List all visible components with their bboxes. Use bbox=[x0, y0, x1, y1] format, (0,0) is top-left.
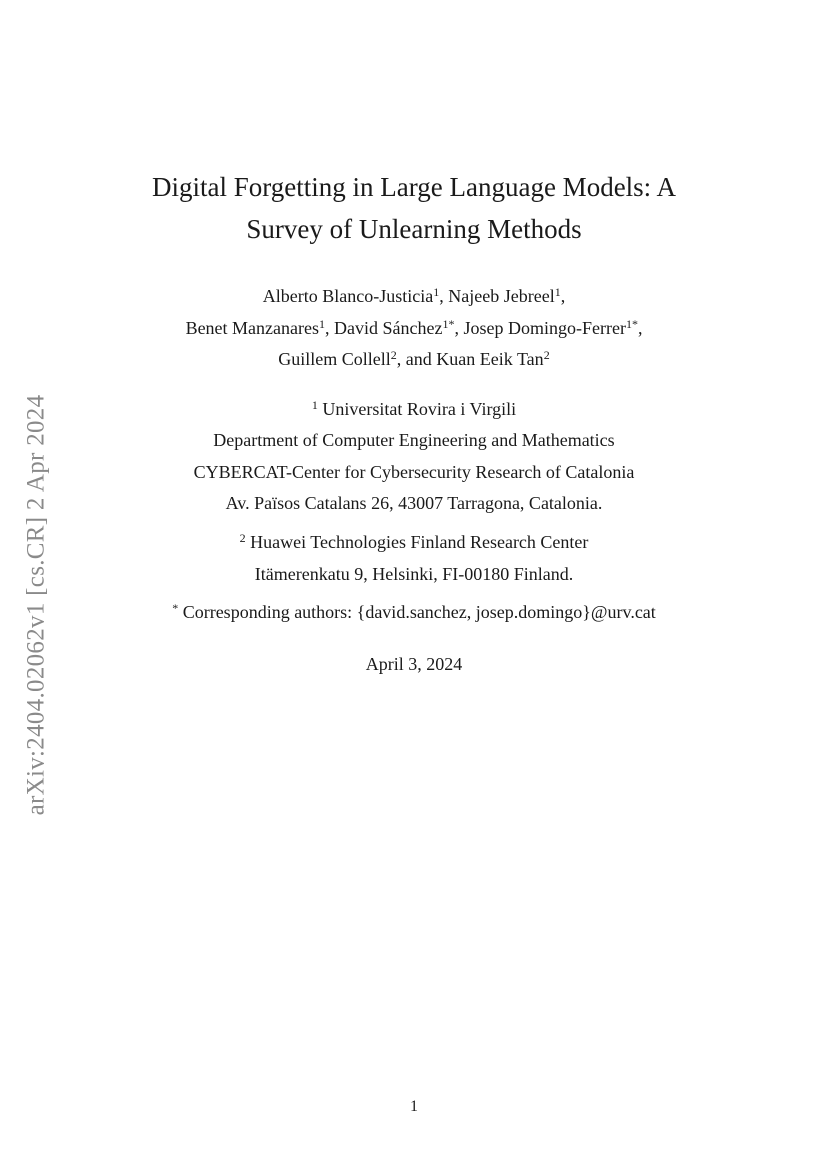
affiliation-1-address: Av. Països Catalans 26, 43007 Tarragona, Catalonia. bbox=[225, 493, 603, 513]
author-name: Josep Domingo-Ferrer bbox=[463, 318, 626, 338]
affiliation-institution: Universitat Rovira i Virgili bbox=[322, 399, 517, 419]
author-name: Kuan Eeik Tan bbox=[436, 349, 544, 369]
author-affiliation-mark: 1 bbox=[319, 317, 325, 331]
author-affiliation-mark: 2 bbox=[543, 348, 550, 362]
affiliation-mark: 1 bbox=[311, 398, 318, 412]
affiliation-1-department: Department of Computer Engineering and Mathematics bbox=[213, 430, 615, 450]
author-affiliation-mark: 1* bbox=[442, 317, 455, 331]
corresponding-text: Corresponding authors: {david.sanchez, josep.domingo}@urv.cat bbox=[182, 602, 656, 622]
paper-date: April 3, 2024 bbox=[365, 654, 463, 674]
arxiv-identifier: arXiv:2404.02062v1 [cs.CR] 2 Apr 2024 bbox=[22, 394, 50, 816]
author-name: David Sánchez bbox=[334, 318, 443, 338]
author-separator: , bbox=[560, 286, 566, 306]
affiliation-2-address: Itämerenkatu 9, Helsinki, FI-00180 Finland. bbox=[254, 564, 574, 584]
author-separator: , and bbox=[396, 349, 437, 369]
affiliation-mark: 2 bbox=[239, 531, 246, 545]
author-name: Benet Manzanares bbox=[185, 318, 319, 338]
author-affiliation-mark: 1 bbox=[554, 285, 561, 299]
author-separator: , bbox=[454, 318, 464, 338]
arxiv-stamp bbox=[16, 370, 56, 840]
author-line-1 bbox=[60, 284, 768, 308]
author-separator: , bbox=[325, 318, 334, 338]
author-affiliation-mark: 1 bbox=[433, 285, 440, 299]
affiliation-1-center: CYBERCAT-Center for Cybersecurity Research of Catalonia bbox=[193, 462, 635, 482]
author-affiliation-mark: 2 bbox=[390, 348, 397, 362]
title-line-2: Survey of Unlearning Methods bbox=[246, 214, 582, 244]
page-number: 1 bbox=[410, 1098, 418, 1115]
affiliation-2-name bbox=[60, 530, 768, 554]
corresponding-authors bbox=[60, 600, 768, 624]
affiliation-institution: Huawei Technologies Finland Research Center bbox=[250, 532, 589, 552]
author-line-3 bbox=[60, 347, 768, 371]
author-name: Guillem Collell bbox=[278, 349, 391, 369]
author-line-2 bbox=[60, 316, 768, 340]
affiliation-1-name bbox=[60, 397, 768, 421]
author-separator: , bbox=[637, 318, 643, 338]
author-separator: , bbox=[439, 286, 449, 306]
title-line-1: Digital Forgetting in Large Language Models: A bbox=[152, 172, 676, 202]
author-affiliation-mark: 1* bbox=[625, 317, 638, 331]
author-name: Alberto Blanco-Justicia bbox=[262, 286, 434, 306]
paper-title bbox=[100, 166, 728, 250]
corresponding-mark: * bbox=[172, 601, 179, 615]
author-name: Najeeb Jebreel bbox=[448, 286, 555, 306]
